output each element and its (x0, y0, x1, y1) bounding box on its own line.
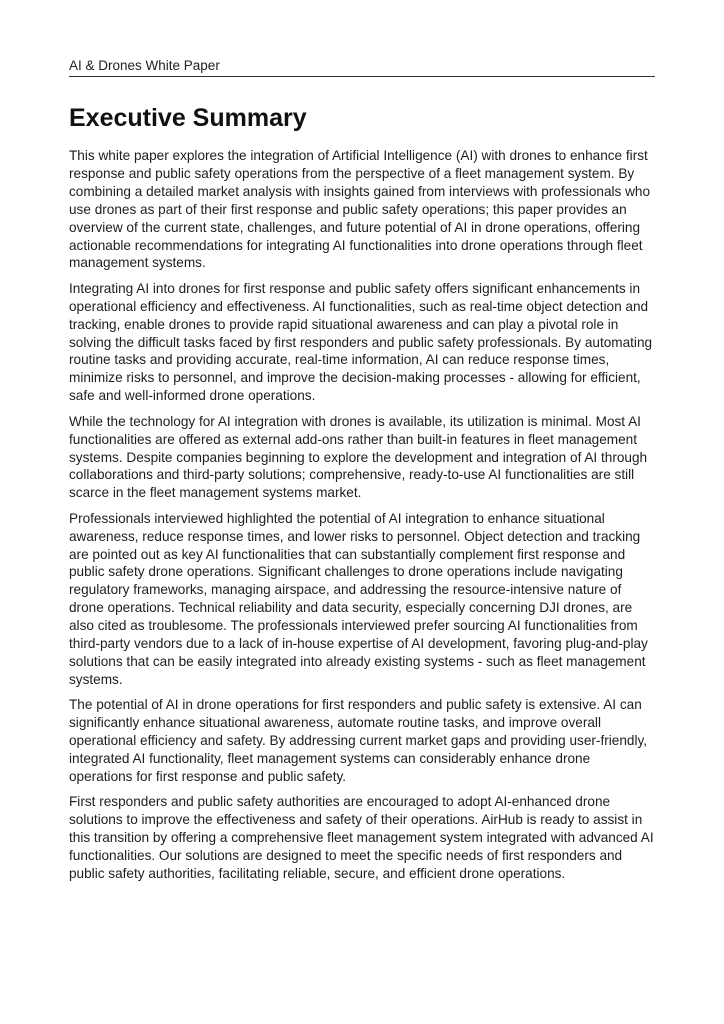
section-title: Executive Summary (69, 104, 307, 132)
paragraph-ai-benefits: Integrating AI into drones for first response and public safety offers significant enhancements in operational efficiency and effectiveness. AI functionalities, such as real-time object detection and tracking, enable drones to provide rapid situational awareness and can play a pivotal role in solving the difficult tasks faced by first responders and public safety professionals. By automating routine tasks and providing accurate, real-time information, AI can reduce response times, minimize risks to personnel, and improve the decision-making processes - allowing for efficient, safe and well-informed drone operations. (69, 280, 653, 404)
paragraph-potential: The potential of AI in drone operations for first responders and public safety is extensive. AI can significantly enhance situational awareness, automate routine tasks, and improve overall operational efficiency and safety. By addressing current market gaps and providing user-friendly, integrated AI functionality, fleet management systems can considerably enhance drone operations for first response and public safety. (69, 697, 648, 784)
running-header: AI & Drones White Paper (69, 56, 655, 77)
paragraph-interview-findings: Professionals interviewed highlighted the potential of AI integration to enhance situational awareness, reduce response times, and lower risks to personnel. Object detection and tracking are pointed out as key AI functionalities that can substantially complement first response and public safety drone operations. Significant challenges to drone operations include navigating regulatory frameworks, managing airspace, and addressing the resource-intensive nature of drone operations. Technical reliability and data security, especially concerning DJI drones, are also cited as troublesome. The professionals interviewed prefer sourcing AI functionalities from third-party vendors due to a lack of in-house expertise of AI development, favoring plug-and-play solutions that can be easily integrated into already existing systems - such as fleet management systems. (69, 510, 648, 687)
paragraph-intro: This white paper explores the integration of Artificial Intelligence (AI) with drones to enhance first response and public safety operations from the perspective of a fleet management system. By combining a detailed market analysis with insights gained from interviews with professionals who use drones as part of their first response and public safety operations; this paper provides an overview of the current state, challenges, and future potential of AI in drone operations, offering actionable recommendations for integrating AI functionalities into drone operations through fleet management systems. (69, 148, 651, 271)
document-page (69, 56, 655, 890)
paragraph-recommendation: First responders and public safety authorities are encouraged to adopt AI-enhanced drone solutions to improve the effectiveness and safety of their operations. AirHub is ready to assist in this transition by offering a comprehensive fleet management system integrated with advanced AI functionalities. Our solutions are designed to meet the specific needs of first responders and public safety authorities, facilitating reliable, secure, and efficient drone operations. (69, 794, 654, 881)
paragraph-market-state: While the technology for AI integration with drones is available, its utilization is minimal. Most AI functionalities are offered as external add-ons rather than built-in features in fleet management systems. Despite companies beginning to explore the development and integration of AI through collaborations and third-party solutions; comprehensive, ready-to-use AI functionalities are still scarce in the fleet management systems market. (69, 413, 648, 501)
